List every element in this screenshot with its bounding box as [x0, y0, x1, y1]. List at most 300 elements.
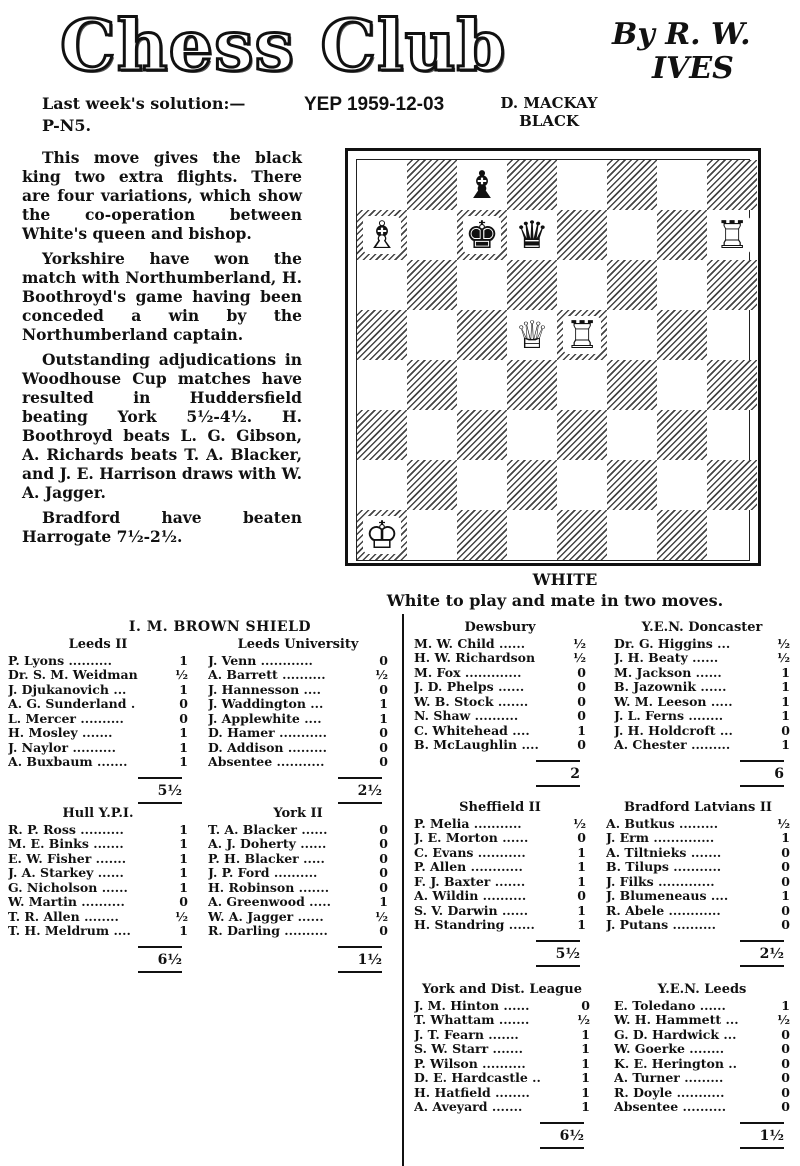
player-name: T. H. Meldrum .... — [8, 924, 131, 938]
board-square — [407, 460, 457, 510]
player-row — [414, 817, 586, 832]
player-row — [414, 637, 586, 652]
player-score: 1 — [581, 1084, 590, 1100]
player-row — [414, 651, 586, 666]
board-square — [507, 510, 557, 560]
player-name: K. E. Herington .. — [614, 1056, 737, 1071]
team-name: York and Dist. League — [422, 982, 582, 997]
player-name: T. Whattam ....... — [414, 1013, 530, 1027]
player-row — [614, 637, 790, 652]
player-name: Dr. G. Higgins ... — [614, 636, 731, 651]
player-name: W. H. Hammett ... — [614, 1013, 739, 1027]
player-name: J. E. Morton ...... — [414, 831, 529, 845]
player-name: H. Hatfield ........ — [414, 1085, 530, 1100]
player-score: 1 — [581, 1055, 590, 1071]
player-name: H. Mosley ....... — [8, 726, 113, 740]
player-score: 0 — [781, 873, 790, 889]
player-row — [8, 741, 188, 756]
byline-line-1: By R. W. — [612, 17, 751, 52]
player-name: C. Evans ........... — [414, 845, 526, 860]
player-name: Absentee .......... — [614, 1100, 727, 1114]
player-score: 1 — [577, 722, 586, 738]
player-row — [414, 666, 586, 681]
player-score: 1 — [781, 830, 790, 845]
player-score: ½ — [776, 1012, 790, 1027]
board-square — [557, 460, 607, 510]
board-square — [407, 210, 457, 260]
player-row — [414, 860, 586, 875]
player-row — [614, 680, 790, 695]
byline — [612, 18, 751, 86]
player-row — [614, 724, 790, 739]
player-name: M. E. Binks ....... — [8, 837, 124, 851]
player-name: H. Standring ...... — [414, 918, 535, 932]
player-score: 1 — [179, 681, 188, 697]
total-rule — [740, 1147, 784, 1149]
player-score: 0 — [781, 722, 790, 738]
player-score: 1 — [577, 902, 586, 918]
team-name: Sheffield II — [459, 800, 541, 815]
player-name: J. A. Starkey ...... — [8, 866, 124, 880]
player-name: J. Blumeneaus .... — [606, 889, 729, 903]
team-total: 5½ — [555, 945, 580, 962]
team-table — [414, 801, 586, 933]
player-name: A. G. Sunderland . — [8, 697, 136, 711]
player-row — [8, 712, 188, 727]
byline-line-2: IVES — [652, 51, 734, 86]
player-name: A. Greenwood ..... — [208, 895, 331, 909]
player-name: N. Shaw .......... — [414, 709, 519, 723]
team-name: Bradford Latvians II — [623, 800, 773, 815]
player-name: S. W. Starr ....... — [414, 1042, 523, 1056]
player-row — [414, 1013, 590, 1028]
player-name: B. Jazownik ...... — [614, 680, 727, 694]
player-row — [414, 680, 586, 695]
team-table — [614, 621, 790, 753]
team-total: 5½ — [157, 782, 182, 799]
team-name: Y.E.N. Doncaster — [641, 620, 763, 635]
white-label: WHITE — [532, 570, 598, 589]
player-row — [208, 654, 388, 669]
player-score: 0 — [577, 679, 586, 694]
player-row — [606, 860, 790, 875]
player-score: 1 — [781, 737, 790, 752]
player-name: P. Allen ............ — [414, 860, 523, 874]
player-score: 1 — [179, 865, 188, 880]
player-name: D. Hamer ........... — [208, 726, 327, 740]
total-rule — [536, 940, 580, 942]
player-score: 0 — [581, 997, 590, 1013]
board-square — [707, 460, 757, 510]
player-score: 1 — [581, 1026, 590, 1042]
board-square — [357, 460, 407, 510]
player-name: J. Hannesson .... — [208, 682, 321, 697]
player-score: 1 — [179, 850, 188, 866]
player-row — [414, 831, 586, 846]
player-row — [606, 904, 790, 919]
player-score: 0 — [781, 1070, 790, 1085]
board-square — [457, 160, 507, 210]
player-score: ½ — [374, 667, 388, 682]
player-score: 1 — [577, 917, 586, 932]
player-name: J. D. Phelps ...... — [414, 680, 525, 694]
player-row — [8, 697, 188, 712]
board-square — [657, 210, 707, 260]
chess-piece-icon: ♖ — [564, 313, 600, 357]
player-name: Dr. S. M. Weidman — [8, 668, 138, 682]
chess-piece-icon: ♖ — [714, 213, 750, 257]
player-row — [8, 755, 188, 770]
player-row — [606, 817, 790, 832]
board-square — [457, 210, 507, 260]
board-square — [457, 310, 507, 360]
player-name: H. Robinson ....... — [208, 880, 330, 895]
team-table — [8, 807, 188, 939]
player-score: 0 — [781, 902, 790, 918]
player-name: E. W. Fisher ....... — [8, 851, 127, 866]
board-square — [707, 510, 757, 560]
player-name: M. Fox ............. — [414, 665, 522, 680]
player-name: A. Butkus ......... — [606, 816, 719, 831]
player-row — [414, 695, 586, 710]
team-total: 1½ — [759, 1127, 784, 1144]
team-total: 6 — [774, 765, 784, 782]
article-paragraph: Outstanding adjudications in Woodhouse Cup matches have resulted in Huddersfield beating York 5½-4½. H. Boothroyd beats L. G. Gibson, A. Richards beats T. A. Blacker, and J. E. Harrison draws with W. A. Jagger. — [22, 350, 302, 502]
board-square — [607, 310, 657, 360]
player-score: 1 — [577, 844, 586, 860]
player-name: D. E. Hardcastle .. — [414, 1071, 541, 1085]
player-score: 0 — [379, 739, 388, 755]
team-table — [614, 983, 790, 1115]
player-score: ½ — [572, 650, 586, 665]
player-row — [414, 709, 586, 724]
player-score: ½ — [776, 635, 790, 651]
player-row — [8, 895, 188, 910]
player-row — [208, 852, 388, 867]
total-rule — [740, 965, 784, 967]
player-name: J. Venn ............ — [208, 653, 313, 668]
player-row — [8, 654, 188, 669]
total-rule — [540, 1147, 584, 1149]
player-score: 1 — [577, 859, 586, 874]
player-row — [208, 755, 388, 770]
player-row — [208, 866, 388, 881]
problem-heading — [494, 94, 604, 130]
player-score: ½ — [572, 635, 586, 651]
player-row — [208, 683, 388, 698]
player-name: T. R. Allen ........ — [8, 909, 119, 924]
chess-piece-icon: ♔ — [364, 513, 400, 557]
player-name: J. M. Hinton ...... — [414, 998, 530, 1013]
team-total: 1½ — [357, 951, 382, 968]
board-square — [407, 260, 457, 310]
team-name: Y.E.N. Leeds — [657, 982, 747, 997]
board-square — [557, 260, 607, 310]
solution-move: P-N5. — [42, 116, 92, 135]
player-row — [614, 1086, 790, 1101]
player-name: F. J. Baxter ....... — [414, 874, 526, 889]
player-name: A. Turner ......... — [614, 1071, 724, 1085]
player-row — [614, 738, 790, 753]
player-score: 0 — [379, 923, 388, 938]
player-score: 1 — [781, 888, 790, 903]
player-name: E. Toledano ...... — [614, 998, 726, 1013]
board-square — [557, 210, 607, 260]
player-score: 1 — [781, 708, 790, 723]
player-score: 0 — [781, 1055, 790, 1071]
player-row — [8, 881, 188, 896]
article-paragraph: Bradford have beaten Harrogate 7½-2½. — [22, 508, 302, 546]
player-score: ½ — [776, 650, 790, 665]
player-score: 0 — [179, 894, 188, 909]
board-square — [557, 310, 607, 360]
player-score: 0 — [379, 850, 388, 866]
player-name: L. Mercer .......... — [8, 711, 124, 726]
player-score: 0 — [179, 710, 188, 726]
player-name: J. P. Ford .......... — [208, 866, 318, 880]
player-score: 0 — [379, 879, 388, 895]
board-square — [407, 360, 457, 410]
chess-piece-icon: ♛ — [514, 213, 550, 257]
player-row — [614, 666, 790, 681]
board-square — [557, 160, 607, 210]
board-square — [457, 460, 507, 510]
board-square — [407, 160, 457, 210]
player-score: 1 — [781, 664, 790, 680]
team-name: Hull Y.P.I. — [62, 806, 134, 821]
player-row — [606, 918, 790, 933]
total-rule — [740, 785, 784, 787]
player-row — [606, 846, 790, 861]
board-square — [607, 410, 657, 460]
column-divider — [402, 614, 404, 1166]
player-row — [606, 875, 790, 890]
shield-title: I. M. BROWN SHIELD — [128, 619, 312, 635]
board-square — [357, 310, 407, 360]
team-name: York II — [273, 806, 323, 821]
player-score: 0 — [781, 859, 790, 874]
player-row — [8, 910, 188, 925]
player-name: A. Chester ......... — [614, 738, 731, 752]
board-square — [507, 410, 557, 460]
article-paragraph: Yorkshire have won the match with Northumberland, H. Boothroyd's game having been conceded a win by the Northumberland captain. — [22, 249, 302, 344]
player-score: 0 — [379, 681, 388, 697]
player-row — [8, 683, 188, 698]
chess-board — [356, 159, 750, 561]
board-square — [657, 360, 707, 410]
player-name: D. Addison ......... — [208, 740, 328, 755]
board-square — [607, 460, 657, 510]
board-square — [357, 510, 407, 560]
player-name: Absentee ........... — [208, 755, 325, 769]
player-row — [8, 852, 188, 867]
player-name: B. McLaughlin .... — [414, 738, 539, 752]
player-score: 1 — [379, 894, 388, 909]
board-square — [407, 310, 457, 360]
player-row — [414, 738, 586, 753]
team-table — [208, 807, 388, 939]
player-score: ½ — [174, 908, 188, 924]
player-score: 1 — [179, 652, 188, 668]
player-score: 1 — [179, 821, 188, 837]
player-score: 0 — [379, 652, 388, 668]
player-row — [414, 1057, 590, 1072]
team-table — [8, 638, 188, 770]
total-rule — [138, 777, 182, 779]
player-score: 0 — [781, 1041, 790, 1056]
player-score: ½ — [572, 815, 586, 831]
player-name: H. W. Richardson — [414, 651, 536, 665]
player-score: 0 — [379, 725, 388, 740]
total-rule — [138, 946, 182, 948]
player-name: A. Tiltnieks ....... — [606, 845, 722, 860]
team-total: 2½ — [759, 945, 784, 962]
team-table — [414, 621, 586, 753]
board-square — [507, 310, 557, 360]
board-square — [657, 510, 707, 560]
player-row — [614, 695, 790, 710]
solution-label: Last week's solution:— — [42, 94, 246, 113]
player-row — [614, 1071, 790, 1086]
player-score: 1 — [781, 693, 790, 709]
player-name: W. B. Stock ....... — [414, 694, 529, 709]
player-score: ½ — [776, 815, 790, 831]
player-name: J. Naylor .......... — [8, 740, 116, 755]
board-square — [407, 510, 457, 560]
total-rule — [740, 760, 784, 762]
total-rule — [536, 760, 580, 762]
player-name: W. M. Leeson ..... — [614, 694, 733, 709]
player-score: 1 — [179, 836, 188, 851]
board-square — [607, 160, 657, 210]
player-score: 0 — [577, 664, 586, 680]
player-score: 1 — [179, 923, 188, 938]
player-name: A. Aveyard ....... — [414, 1100, 523, 1114]
player-name: R. Abele ............ — [606, 903, 721, 918]
player-score: 1 — [179, 739, 188, 755]
player-name: W. Goerke ........ — [614, 1042, 725, 1056]
board-square — [507, 360, 557, 410]
player-score: 0 — [577, 737, 586, 752]
board-square — [557, 360, 607, 410]
board-square — [657, 160, 707, 210]
team-name: Leeds University — [237, 637, 359, 652]
player-row — [208, 910, 388, 925]
player-name: R. Doyle ........... — [614, 1085, 725, 1100]
player-score: 0 — [379, 754, 388, 769]
player-name: T. A. Blacker ...... — [208, 822, 328, 837]
total-rule — [536, 785, 580, 787]
player-name: A. Barrett .......... — [208, 668, 326, 682]
player-row — [208, 924, 388, 939]
player-score: 0 — [379, 865, 388, 880]
player-row — [208, 823, 388, 838]
player-name: S. V. Darwin ...... — [414, 903, 529, 918]
player-row — [414, 904, 586, 919]
chess-piece-icon: ♕ — [514, 313, 550, 357]
player-row — [208, 668, 388, 683]
board-square — [457, 410, 507, 460]
board-square — [457, 510, 507, 560]
player-row — [208, 741, 388, 756]
article-paragraph: This move gives the black king two extra flights. There are four variations, which show the co-operation between White's queen and bishop. — [22, 148, 302, 243]
player-row — [414, 918, 586, 933]
total-rule — [540, 1122, 584, 1124]
problem-task: White to play and mate in two moves. — [386, 591, 724, 610]
player-row — [208, 726, 388, 741]
column-article — [22, 148, 302, 552]
team-name: Dewsbury — [464, 620, 536, 635]
team-total: 6½ — [559, 1127, 584, 1144]
player-name: J. Waddington ... — [208, 697, 324, 711]
player-row — [8, 924, 188, 939]
player-score: 0 — [577, 693, 586, 709]
player-row — [414, 889, 586, 904]
team-total: 2½ — [357, 782, 382, 799]
board-square — [707, 410, 757, 460]
player-score: 1 — [379, 696, 388, 711]
board-square — [707, 160, 757, 210]
player-score: ½ — [374, 908, 388, 924]
total-rule — [536, 965, 580, 967]
problem-composer: D. MACKAY — [500, 94, 598, 112]
player-name: P. Wilson .......... — [414, 1056, 526, 1071]
player-name: C. Whitehead .... — [414, 723, 530, 738]
player-score: 0 — [577, 708, 586, 723]
player-name: J. Djukanovich ... — [8, 682, 127, 697]
player-row — [614, 1042, 790, 1057]
player-score: 0 — [781, 1099, 790, 1114]
player-row — [614, 999, 790, 1014]
player-row — [8, 837, 188, 852]
total-rule — [138, 971, 182, 973]
player-name: A. Buxbaum ....... — [8, 755, 128, 769]
player-score: 0 — [781, 1084, 790, 1100]
chess-diagram — [345, 148, 761, 566]
player-name: A. J. Doherty ...... — [208, 837, 327, 851]
player-row — [614, 709, 790, 724]
board-square — [607, 210, 657, 260]
total-rule — [338, 802, 382, 804]
player-name: P. Melia ........... — [414, 816, 522, 831]
masthead-title: Chess Club — [60, 4, 507, 87]
board-square — [407, 410, 457, 460]
board-square — [457, 360, 507, 410]
total-rule — [338, 777, 382, 779]
total-rule — [740, 1122, 784, 1124]
player-row — [414, 1042, 590, 1057]
player-score: 0 — [179, 696, 188, 711]
player-name: A. Wildin .......... — [414, 889, 527, 903]
player-row — [8, 668, 188, 683]
player-score: 1 — [577, 873, 586, 889]
board-square — [707, 260, 757, 310]
player-name: J. H. Beaty ...... — [614, 651, 719, 665]
player-score: ½ — [174, 667, 188, 682]
player-row — [614, 1013, 790, 1028]
team-total: 2 — [570, 765, 580, 782]
player-score: 0 — [781, 917, 790, 932]
player-row — [208, 837, 388, 852]
player-row — [606, 889, 790, 904]
board-square — [507, 260, 557, 310]
team-table — [606, 801, 790, 933]
player-row — [8, 726, 188, 741]
board-square — [557, 410, 607, 460]
board-square — [657, 410, 707, 460]
board-square — [657, 260, 707, 310]
player-row — [414, 999, 590, 1014]
